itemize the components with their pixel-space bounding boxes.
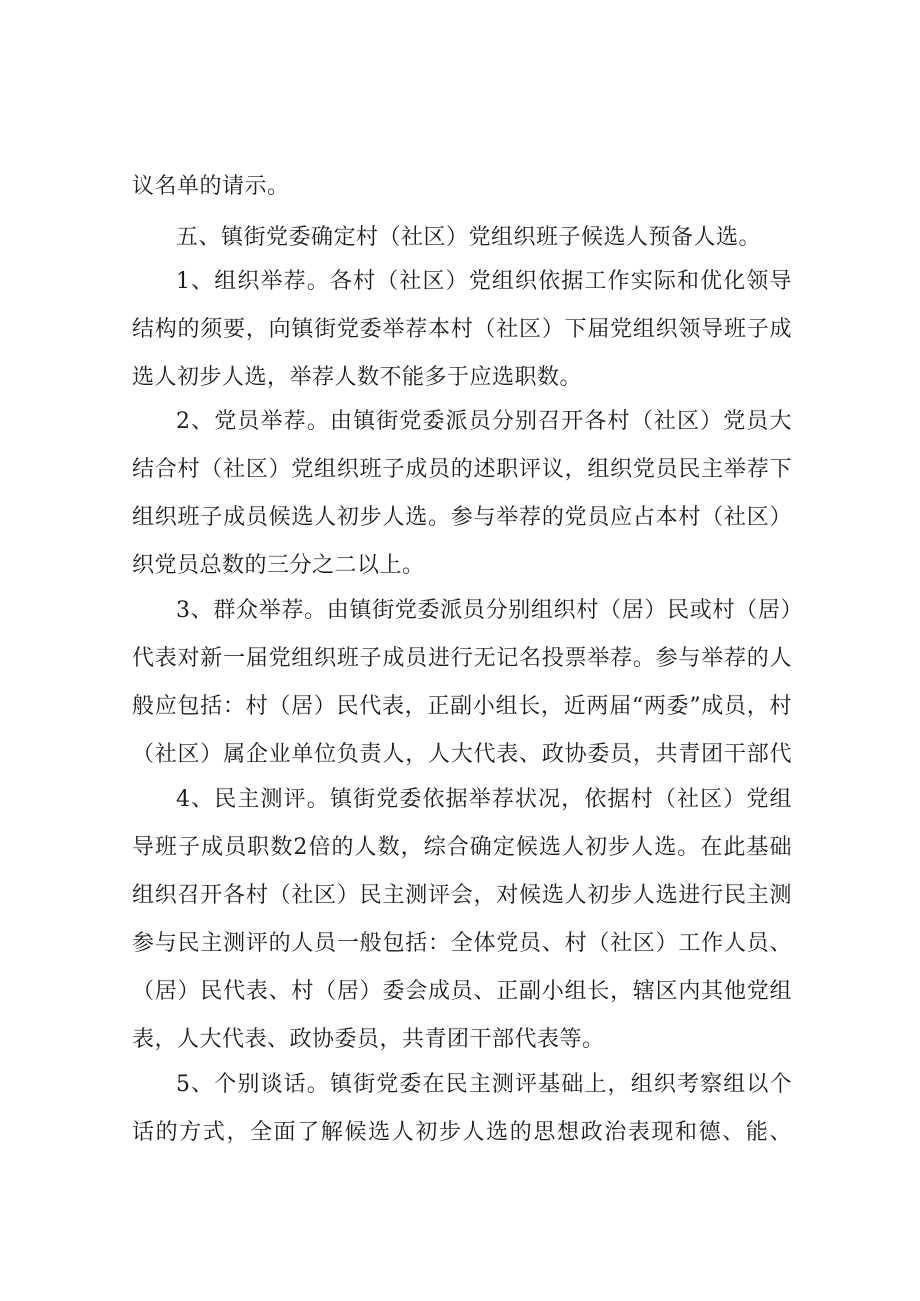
text-line: 1、组织举荐。各村（社区）党组织依据工作实际和优化领导 [176, 269, 792, 294]
text-line: （居）民代表、村（居）委会成员、正副小组长，辖区内其他党组 [132, 979, 792, 1004]
section-heading: 五、镇街党委确定村（社区）党组织班子候选人预备人选。 [176, 225, 762, 250]
text-line: 结合村（社区）党组织班子成员的述职评议，组织党员民主举荐下 [132, 457, 792, 482]
text-line: 结构的须要，向镇街党委举荐本村（社区）下届党组织领导班子成 [132, 317, 792, 342]
text-line: 组织班子成员候选人初步人选。参与举荐的党员应占本村（社区） [132, 505, 792, 530]
text-line: 表，人大代表、政协委员，共青团干部代表等。 [132, 1027, 605, 1052]
text-line: 4、民主测评。镇街党委依据举荐状况，依据村（社区）党组 [176, 787, 792, 812]
text-line: 3、群众举荐。由镇街党委派员分别组织村（居）民或村（居） [176, 598, 792, 623]
text-line: 参与民主测评的人员一般包括：全体党员、村（社区）工作人员、 [132, 931, 792, 956]
text-line: 织党员总数的三分之二以上。 [132, 553, 425, 578]
text-line: 导班子成员职数2倍的人数，综合确定候选人初步人选。在此基础 [132, 835, 792, 860]
text-line: （社区）属企业单位负责人，人大代表、政协委员，共青团干部代 [132, 742, 792, 767]
text-line: 2、党员举荐。由镇街党委派员分别召开各村（社区）党员大 [176, 409, 792, 434]
text-line: 话的方式，全面了解候选人初步人选的思想政治表现和德、能、 [132, 1120, 792, 1145]
text-line: 5、个别谈话。镇街党委在民主测评基础上，组织考察组以个 [176, 1072, 792, 1097]
text-line: 般应包括：村（居）民代表，正副小组长，近两届“两委”成员，村 [132, 694, 792, 719]
text-line: 议名单的请示。 [132, 174, 290, 199]
text-line: 组织召开各村（社区）民主测评会，对候选人初步人选进行民主测 [132, 883, 792, 908]
text-line: 选人初步人选，举荐人数不能多于应选职数。 [132, 365, 583, 390]
text-line: 代表对新一届党组织班子成员进行无记名投票举荐。参与举荐的人 [132, 646, 792, 671]
